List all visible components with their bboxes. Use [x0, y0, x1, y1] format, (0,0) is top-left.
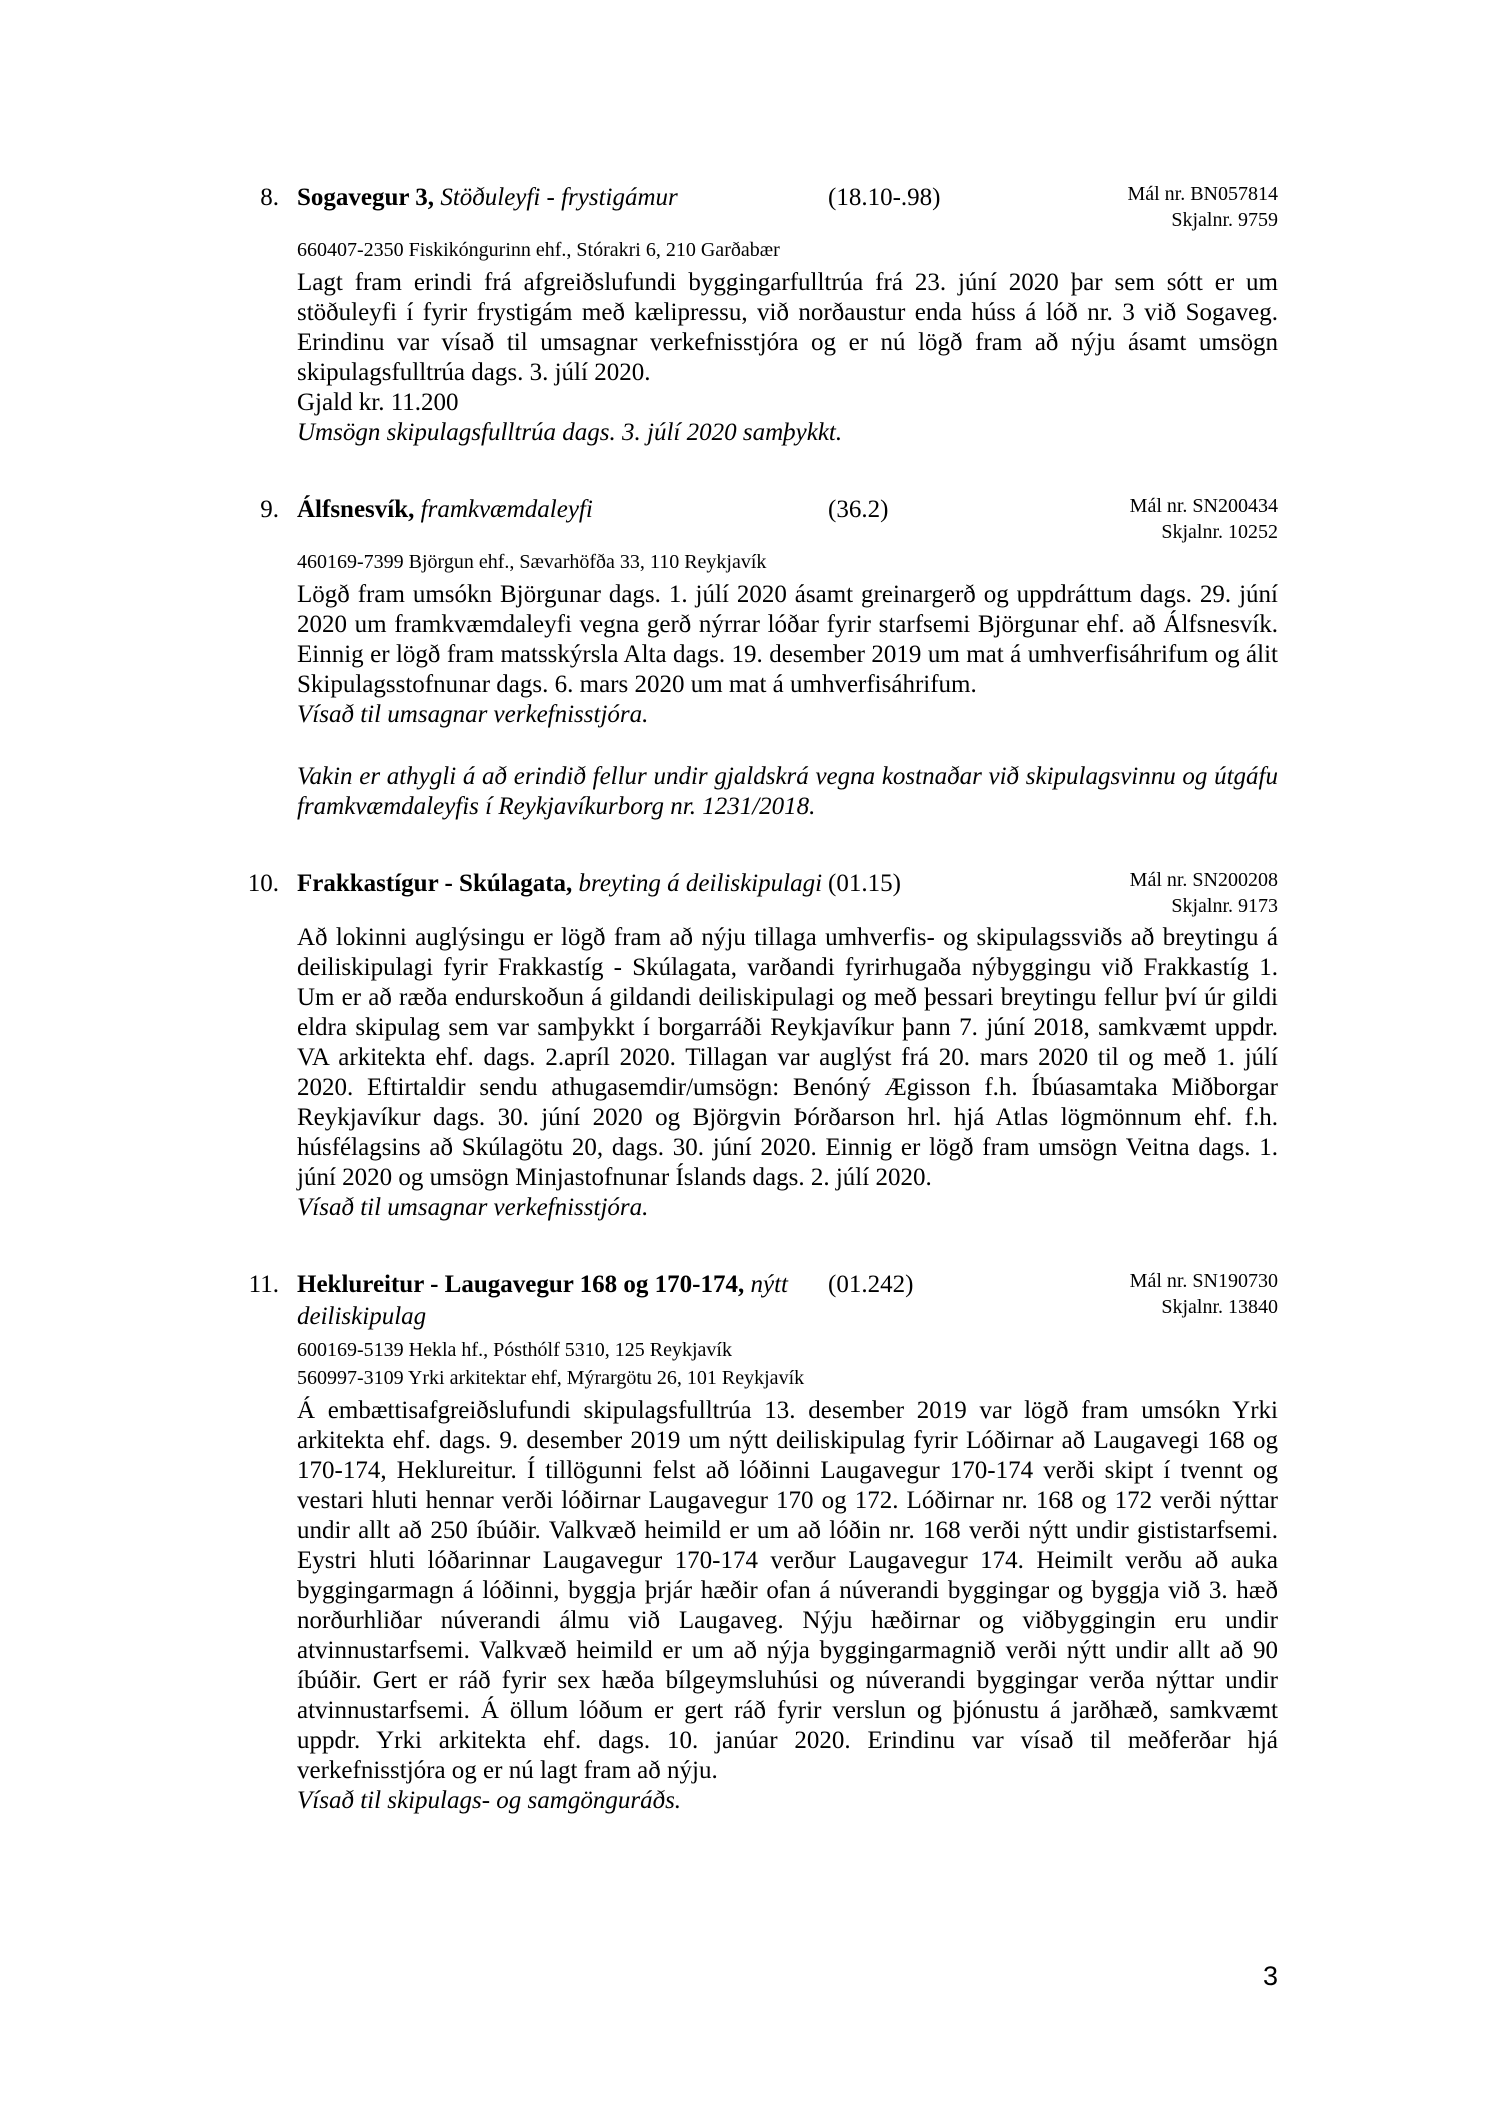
item-title-bold: Frakkastígur - Skúlagata,	[297, 870, 573, 897]
item-number: 9.	[260, 496, 279, 523]
item-class-code: (01.242)	[828, 1271, 914, 1298]
item-title-italic: framkvæmdaleyfi	[420, 496, 593, 523]
agenda-item-9	[260, 494, 1278, 822]
fee-line: Gjald kr. 11.200	[297, 389, 459, 416]
case-number: Mál nr. SN200434	[1129, 495, 1278, 517]
agenda-item-11	[248, 1269, 1278, 1816]
page-content	[247, 182, 1278, 1816]
applicant-address: 460169-7399 Björgun ehf., Sævarhöfða 33, 110 Reykjavík	[297, 551, 767, 573]
item-body: Lögð fram umsókn Björgunar dags. 1. júlí 2020 ásamt greinargerð og uppdráttum dags. 29. júní 2020 um framkvæmdaleyfi vegna gerð nýrrar lóðar fyrir starfsemi Björgunar ehf. að Álfsnesvík. Einnig er lögð fram matsskýrsla Alta dags. 19. desember 2019 um mat á umhverfisáhrifum og álit Skipulagsstofnunar dags. 6. mars 2020 um mat á umhverfisáhrifum.	[297, 581, 1278, 698]
item-number: 8.	[260, 184, 279, 211]
item-class-code: (36.2)	[828, 496, 889, 523]
item-meta	[1130, 1268, 1278, 1320]
item-title	[297, 868, 828, 900]
item-meta	[1127, 181, 1278, 233]
item-class-code: (18.10-.98)	[828, 184, 941, 211]
applicant-address: 660407-2350 Fiskikóngurinn ehf., Stórakri 6, 210 Garðabær	[297, 239, 780, 261]
item-title	[297, 494, 828, 526]
document-number: Skjalnr. 10252	[1161, 521, 1278, 543]
item-number: 11.	[248, 1271, 279, 1298]
item-title	[297, 1269, 828, 1333]
item-title-italic: nýtt deiliskipulag	[297, 1271, 788, 1330]
agenda-item-8	[260, 182, 1278, 448]
item-title-bold: Álfsnesvík,	[297, 496, 415, 523]
applicant-address: 560997-3109 Yrki arkitektar ehf, Mýrargötu 26, 101 Reykjavík	[297, 1367, 805, 1389]
item-title-italic: Stöðuleyfi - frystigámur	[440, 184, 678, 211]
item-title-bold: Heklureitur - Laugavegur 168 og 170-174,	[297, 1271, 745, 1298]
item-heading-row	[297, 182, 1278, 233]
item-heading-row	[297, 494, 1278, 545]
agenda-item-10	[247, 868, 1278, 1223]
item-meta	[1130, 867, 1278, 919]
item-number: 10.	[247, 870, 279, 897]
case-number: Mál nr. SN200208	[1129, 869, 1278, 891]
item-title-italic: breyting á deiliskipulagi	[578, 870, 823, 897]
page-number: 3	[1262, 1961, 1278, 1991]
item-title	[297, 182, 828, 214]
resolution-text: Vísað til umsagnar verkefnisstjóra.	[297, 701, 649, 728]
resolution-text: Vísað til skipulags- og samgönguráðs.	[297, 1787, 682, 1814]
case-number: Mál nr. BN057814	[1127, 183, 1278, 205]
case-number: Mál nr. SN190730	[1129, 1270, 1278, 1292]
applicant-address: 600169-5139 Hekla hf., Pósthólf 5310, 125 Reykjavík	[297, 1339, 732, 1361]
item-heading-row	[297, 868, 1278, 919]
document-number: Skjalnr. 9173	[1171, 895, 1278, 917]
document-number: Skjalnr. 13840	[1161, 1296, 1278, 1318]
item-body: Að lokinni auglýsingu er lögð fram að nýju tillaga umhverfis- og skipulagssviðs að breytingu á deiliskipulagi fyrir Frakkastíg - Skúlagata, varðandi fyrirhugaða nýbyggingu við Frakkastíg 1. Um er að ræða endurskoðun á gildandi deiliskipulagi og með þessari breytingu fellur því úr gildi eldra skipulag sem var samþykkt í borgarráði Reykjavíkur þann 7. júní 2018, samkvæmt uppdr. VA arkitekta ehf. dags. 2.apríl 2020. Tillagan var auglýst frá 20. mars 2020 til og með 1. júlí 2020. Eftirtaldir sendu athugasemdir/umsögn: Benóný Ægisson f.h. Íbúasamtaka Miðborgar Reykjavíkur dags. 30. júní 2020 og Björgvin Þórðarson hrl. hjá Atlas lögmönnum ehf. f.h. húsfélagsins að Skúlagötu 20, dags. 30. júní 2020. Einnig er lögð fram umsögn Veitna dags. 1. júní 2020 og umsögn Minjastofnunar Íslands dags. 2. júlí 2020.	[297, 924, 1278, 1191]
item-meta	[1130, 493, 1278, 545]
resolution-text: Vísað til umsagnar verkefnisstjóra.	[297, 1194, 649, 1221]
item-body: Lagt fram erindi frá afgreiðslufundi byggingarfulltrúa frá 23. júní 2020 þar sem sótt er um stöðuleyfi í fyrir frystigám með kælipressu, við norðaustur enda húss á lóð nr. 3 við Sogaveg. Erindinu var vísað til umsagnar verkefnisstjóra og er nú lögð fram að nýju ásamt umsögn skipulagsfulltrúa dags. 3. júlí 2020.	[297, 269, 1278, 386]
item-body: Á embættisafgreiðslufundi skipulagsfulltrúa 13. desember 2019 var lögð fram umsókn Yrki arkitekta ehf. dags. 9. desember 2019 um nýtt deiliskipulag fyrir Lóðirnar að Laugavegi 168 og 170-174, Heklureitur. Í tillögunni felst að lóðinni Laugavegur 170-174 verði skipt í tvennt og vestari hluti hennar verði lóðirnar Laugavegur 170 og 172. Lóðirnar nr. 168 og 172 verði nýttar undir allt að 250 íbúðir. Valkvæð heimild er um að lóðin nr. 168 verði nýtt undir gististarfsemi. Eystri hluti lóðarinnar Laugavegur 170-174 verður Laugavegur 174. Heimilt verðu að auka byggingarmagn á lóðinni, byggja þrjár hæðir ofan á núverandi byggingar og byggja við 3. hæð norðurhliðar núverandi álmu við Laugaveg. Nýju hæðirnar og viðbyggingin eru undir atvinnustarfsemi. Valkvæð heimild er um að nýja byggingarmagnið verði nýtt undir allt að 90 íbúðir. Gert er ráð fyrir sex hæða bílgeymsluhúsi og núverandi byggingar verða nýttar undir atvinnustarfsemi. Á öllum lóðum er gert ráð fyrir verslun og þjónustu á jarðhæð, samkvæmt uppdr. Yrki arkitekta ehf. dags. 10. janúar 2020. Erindinu var vísað til meðferðar hjá verkefnisstjóra og er nú lagt fram að nýju.	[297, 1397, 1278, 1784]
item-heading-row	[297, 1269, 1278, 1333]
item-title-bold: Sogavegur 3,	[297, 184, 435, 211]
resolution-text: Umsögn skipulagsfulltrúa dags. 3. júlí 2020 samþykkt.	[297, 419, 843, 446]
note-text: Vakin er athygli á að erindið fellur undir gjaldskrá vegna kostnaðar við skipulagsvinnu og útgáfu framkvæmdaleyfis í Reykjavíkurborg nr. 1231/2018.	[297, 763, 1278, 820]
item-class-code: (01.15)	[828, 870, 901, 897]
document-number: Skjalnr. 9759	[1171, 209, 1278, 231]
